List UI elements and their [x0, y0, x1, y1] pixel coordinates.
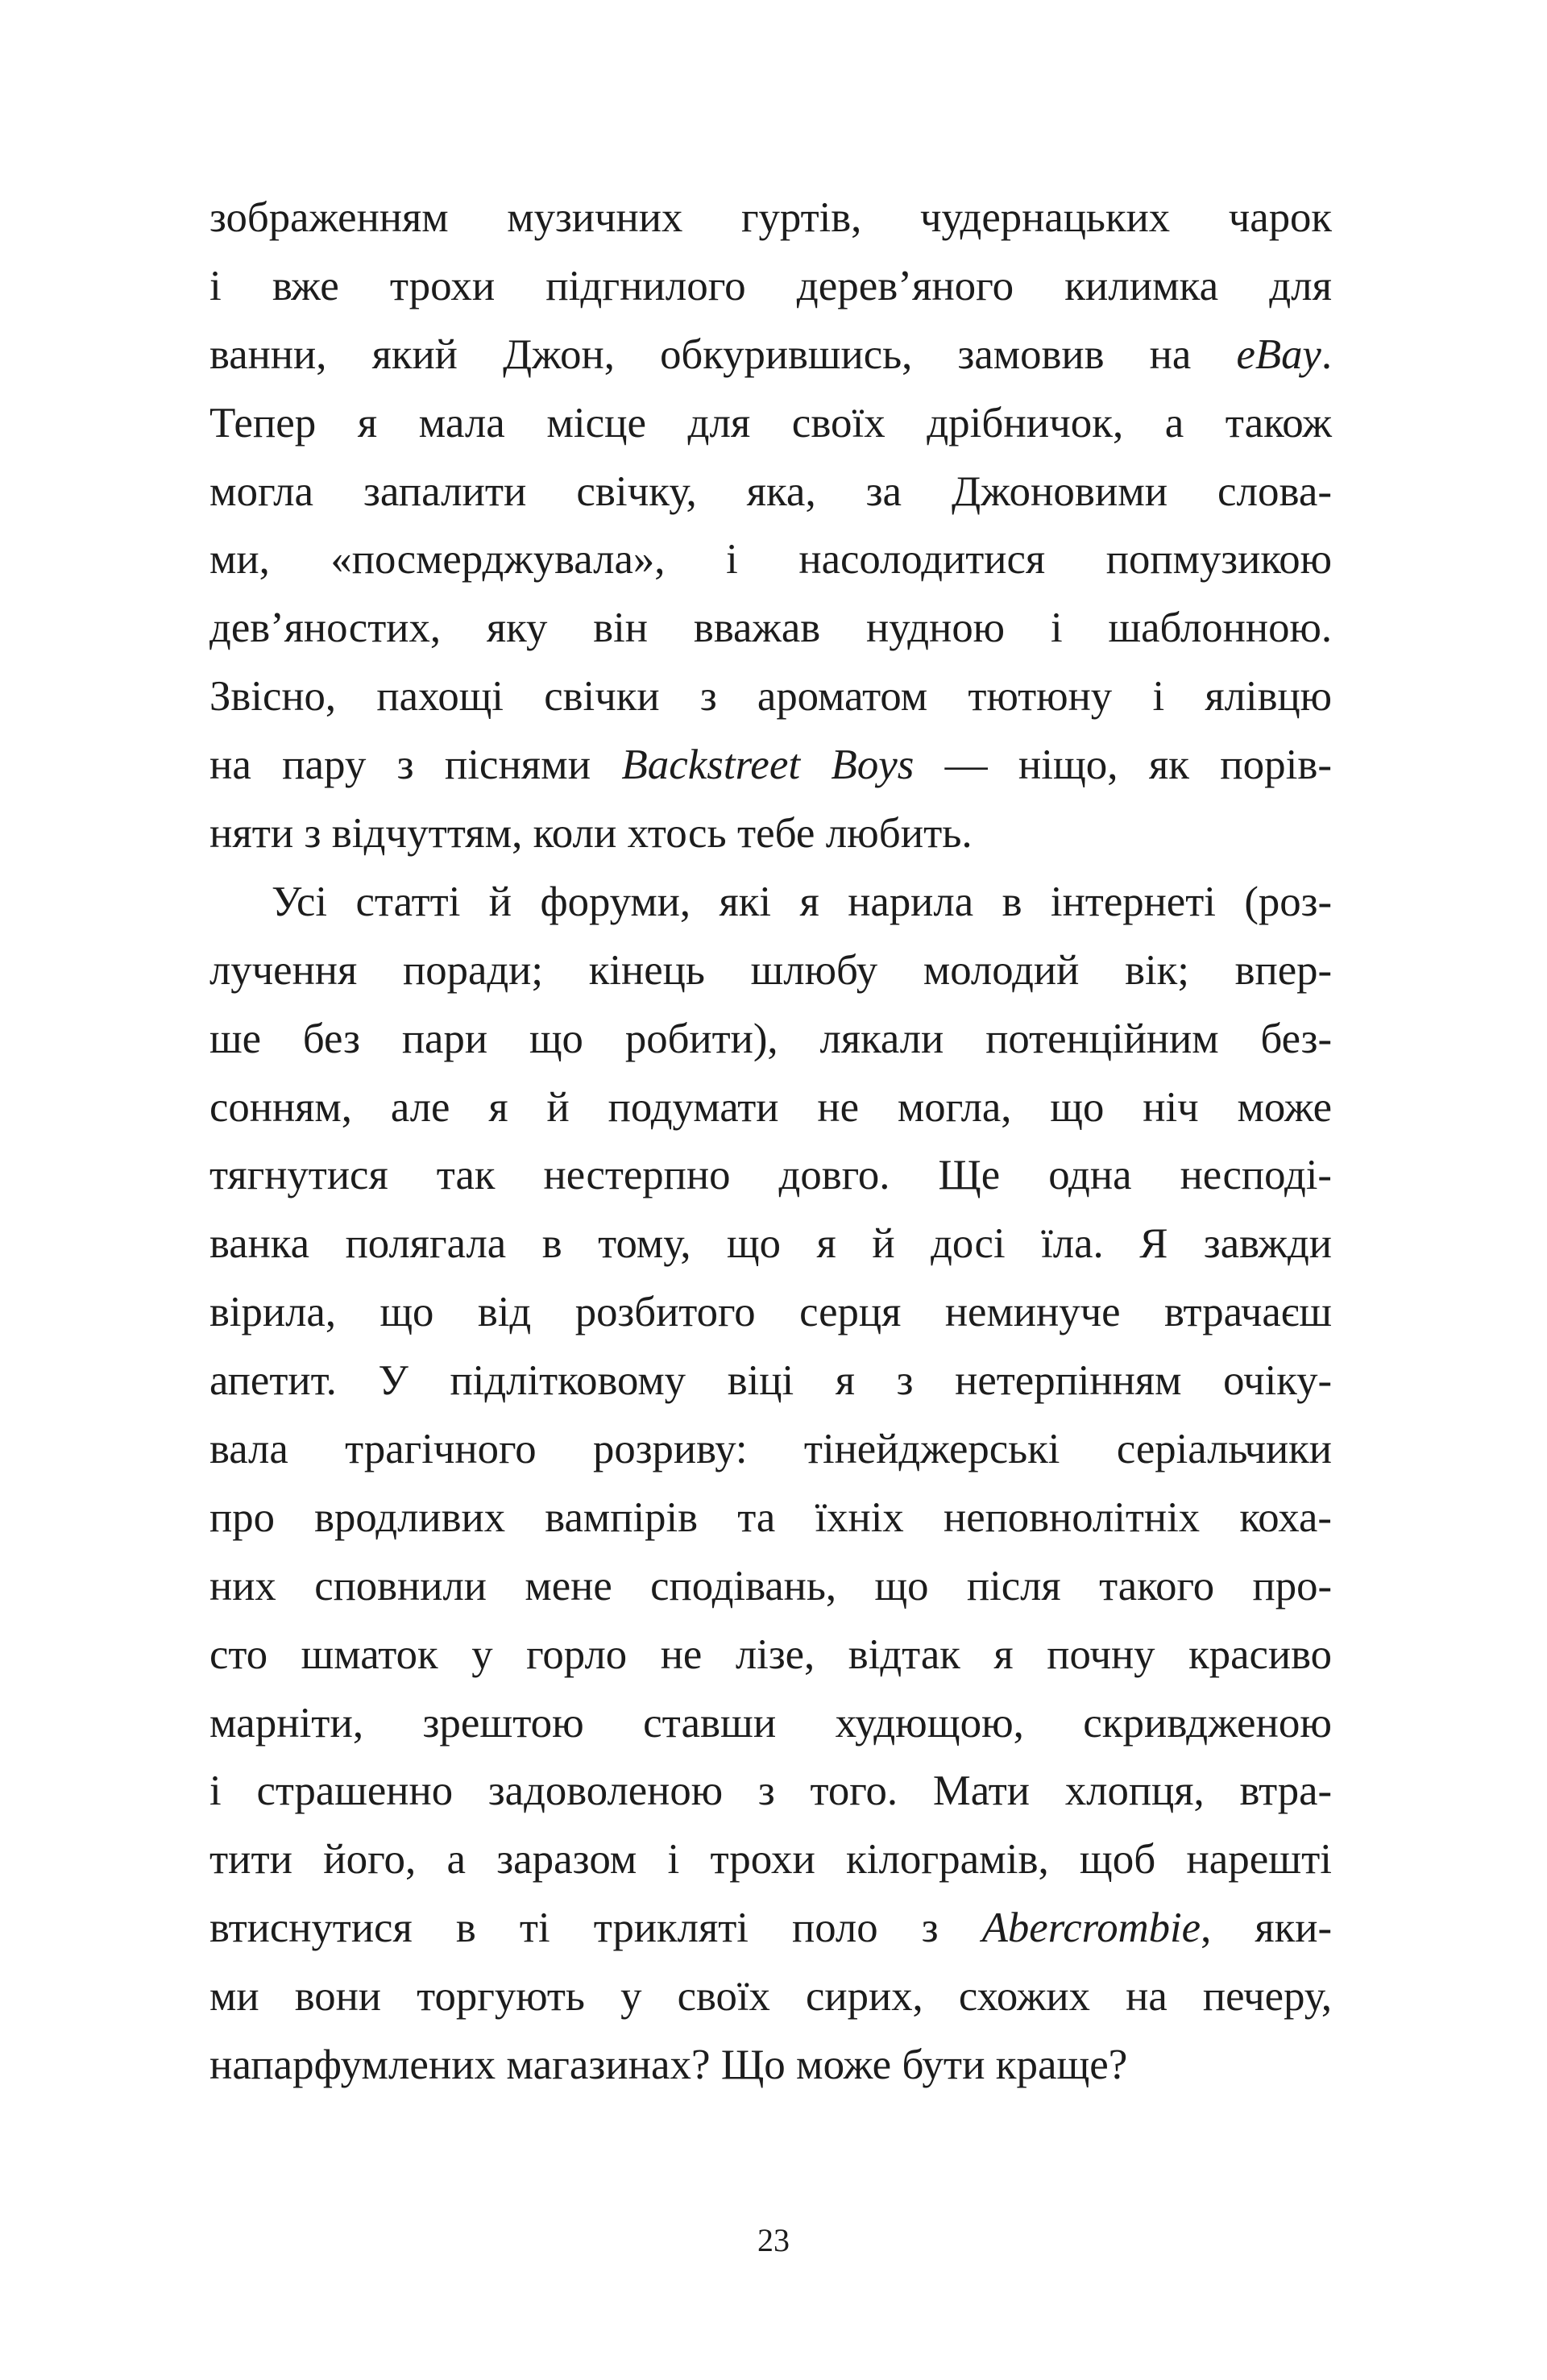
word: .: [1321, 330, 1333, 378]
word: про-: [1252, 1562, 1333, 1610]
text-line: [209, 1552, 1332, 1621]
word: задоволеною: [487, 1767, 724, 1815]
word: горло: [526, 1630, 628, 1678]
text-line: [209, 1894, 1332, 1963]
text-line: [209, 1278, 1332, 1347]
word: дев’яностих,: [209, 604, 441, 652]
text-line: [209, 1005, 1332, 1074]
word: зрештою: [422, 1699, 584, 1747]
word: своїх: [677, 1973, 770, 2021]
word: форуми,: [540, 878, 691, 925]
word: завжди: [1203, 1220, 1332, 1268]
word: я: [357, 399, 378, 447]
word: потенційним: [985, 1015, 1219, 1062]
word: подумати: [608, 1083, 779, 1131]
word: Джоновими: [952, 467, 1168, 515]
word: Усі: [272, 878, 328, 925]
word: після: [966, 1562, 1061, 1610]
word: шлюбу: [750, 946, 878, 994]
word: в: [455, 1904, 476, 1952]
word: робити),: [624, 1015, 778, 1062]
word: сповнили: [314, 1562, 487, 1610]
word: яку: [486, 604, 548, 652]
text-line: [209, 525, 1332, 594]
word: коха-: [1239, 1493, 1332, 1541]
text-line: [209, 1757, 1332, 1825]
word: лякали: [819, 1015, 944, 1062]
italic-word: Boys: [831, 741, 915, 789]
word: вік;: [1125, 946, 1189, 994]
word: і: [726, 536, 738, 584]
word: інтернеті: [1050, 878, 1216, 925]
word: з: [396, 741, 414, 789]
text-line: [209, 321, 1332, 389]
word: насолодитися: [798, 536, 1046, 584]
word: ставши: [643, 1699, 777, 1747]
word: скривдженою: [1083, 1699, 1332, 1747]
text-line: [209, 1347, 1332, 1415]
word: серця: [799, 1289, 902, 1336]
word: слова-: [1217, 467, 1332, 515]
word: й: [872, 1220, 895, 1268]
text-line: [209, 1689, 1332, 1758]
word: свічки: [544, 673, 660, 721]
word: ванка: [209, 1220, 310, 1268]
word: ароматом: [757, 673, 928, 721]
word: але: [390, 1083, 450, 1131]
word: обкурившись,: [660, 330, 913, 378]
word: я: [835, 1357, 856, 1405]
word: сирих,: [806, 1973, 923, 2021]
word: одна: [1048, 1152, 1132, 1199]
word: так: [436, 1152, 496, 1199]
word: страшенно: [256, 1767, 454, 1815]
word: ніщо,: [1018, 741, 1118, 789]
word: підгнилого: [545, 262, 746, 309]
word: вони: [294, 1973, 382, 2021]
word: зображенням: [209, 194, 449, 241]
word: для: [687, 399, 751, 447]
word: і: [1050, 604, 1063, 652]
word: магазинах?: [506, 2041, 711, 2089]
text-line: [209, 594, 1332, 662]
word: також: [1225, 399, 1332, 447]
word: мала: [418, 399, 505, 447]
word: поради;: [403, 946, 544, 994]
word: чарок: [1228, 194, 1333, 241]
text-line: [209, 1141, 1332, 1210]
word: пару: [282, 741, 367, 789]
word: тінейджерські: [803, 1426, 1060, 1473]
word: в: [1002, 878, 1022, 925]
italic-word: Backstreet: [621, 741, 801, 789]
word: У: [378, 1357, 409, 1405]
word: з: [699, 673, 717, 721]
word: —: [944, 741, 988, 789]
word: пари: [401, 1015, 488, 1062]
word: втрачаєш: [1163, 1289, 1332, 1336]
text-line: [209, 252, 1332, 321]
word: а: [1164, 399, 1184, 447]
word: Джон,: [503, 330, 615, 378]
word: почну: [1047, 1630, 1155, 1678]
word: попмузикою: [1105, 536, 1333, 584]
word: нудною: [866, 604, 1006, 652]
word: Мати: [932, 1767, 1031, 1815]
word: хтось: [627, 810, 727, 858]
word: неповнолітніх: [943, 1493, 1201, 1541]
word: тити: [209, 1836, 293, 1884]
word: піснями: [444, 741, 591, 789]
word: і: [667, 1836, 680, 1884]
word: я: [488, 1083, 508, 1131]
word: може: [1237, 1083, 1333, 1131]
word: їла.: [1041, 1220, 1104, 1268]
word: сонням,: [209, 1083, 352, 1131]
text-line: [209, 937, 1332, 1005]
word: нестерпно: [543, 1152, 731, 1199]
word: торгують: [417, 1973, 585, 2021]
word: і: [209, 1767, 222, 1815]
word: в: [541, 1220, 562, 1268]
word: коли: [533, 810, 617, 858]
word: такого: [1099, 1562, 1215, 1610]
word: ми: [209, 1973, 259, 2021]
paragraph: [209, 868, 1332, 2100]
word: на: [1149, 330, 1192, 378]
body-text: [209, 184, 1332, 2100]
word: очіку-: [1223, 1357, 1333, 1405]
word: порів-: [1220, 741, 1332, 789]
word: відчуттям,: [331, 810, 523, 858]
word: трикляті: [593, 1904, 749, 1952]
italic-word: Abercrombie: [981, 1904, 1201, 1952]
word: я: [816, 1220, 836, 1268]
word: килимка: [1064, 262, 1219, 309]
word: його,: [323, 1836, 417, 1884]
word: щоб: [1079, 1836, 1156, 1884]
word: втра-: [1239, 1767, 1333, 1815]
word: кінець: [588, 946, 705, 994]
word: несподі-: [1180, 1152, 1332, 1199]
word: ванни,: [209, 330, 327, 378]
word: того.: [810, 1767, 898, 1815]
word: що: [529, 1015, 583, 1062]
word: схожих: [958, 1973, 1090, 2021]
text-line: [209, 1210, 1332, 1278]
text-line: [209, 800, 1332, 868]
word: нарила: [848, 878, 974, 925]
word: Я: [1139, 1220, 1168, 1268]
text-line: [209, 731, 1332, 800]
word: музичних: [507, 194, 683, 241]
word: (роз-: [1244, 878, 1332, 925]
word: «посмерджувала»,: [330, 536, 666, 584]
word: не: [817, 1083, 860, 1131]
word: він: [593, 604, 649, 652]
word: втиснутися: [209, 1904, 413, 1952]
word: на: [209, 741, 251, 789]
word: від: [477, 1289, 532, 1336]
word: тютюну: [968, 673, 1113, 721]
word: та: [737, 1493, 776, 1541]
word: трохи: [710, 1836, 815, 1884]
word: запалити: [363, 467, 527, 515]
word: дрібничок,: [927, 399, 1124, 447]
word: печеру,: [1202, 1973, 1332, 2021]
word: лізе,: [735, 1630, 815, 1678]
word: ніч: [1143, 1083, 1199, 1131]
word: вже: [272, 262, 339, 309]
word: них: [209, 1562, 276, 1610]
word: лучення: [209, 946, 358, 994]
word: шаблонною.: [1108, 604, 1333, 652]
text-line: [209, 2031, 1332, 2100]
word: бути: [902, 2041, 985, 2089]
word: не: [660, 1630, 703, 1678]
word: у: [620, 1973, 642, 2021]
italic-word: eBay: [1236, 330, 1321, 378]
word: їхніх: [815, 1493, 904, 1541]
word: тому,: [598, 1220, 691, 1268]
word: любить.: [825, 810, 973, 858]
page-number: 23: [757, 2222, 790, 2258]
word: апетит.: [209, 1357, 337, 1405]
word: підлітковому: [450, 1357, 686, 1405]
word: ті: [519, 1904, 550, 1952]
word: чудернацьких: [919, 194, 1171, 241]
word: і: [209, 262, 222, 309]
text-line: [209, 1415, 1332, 1484]
paragraph: [209, 184, 1332, 868]
word: сподівань,: [650, 1562, 837, 1610]
word: для: [1269, 262, 1332, 309]
word: розриву:: [593, 1426, 748, 1473]
word: з: [896, 1357, 914, 1405]
word: Що: [720, 2041, 786, 2089]
word: віці: [727, 1357, 794, 1405]
word: полягала: [345, 1220, 507, 1268]
word: неминуче: [944, 1289, 1121, 1336]
word: нетерпінням: [955, 1357, 1182, 1405]
word: шматок: [301, 1630, 438, 1678]
word: я: [799, 878, 819, 925]
word: я: [993, 1630, 1014, 1678]
word: з: [757, 1767, 775, 1815]
word: й: [488, 878, 512, 925]
word: вважав: [693, 604, 821, 652]
word: досі: [931, 1220, 1006, 1268]
word: трагічного: [345, 1426, 537, 1473]
word: замовив: [957, 330, 1105, 378]
word: і: [1152, 673, 1165, 721]
word: які: [719, 878, 772, 925]
word: молодий: [923, 946, 1080, 994]
word: заразом: [496, 1836, 637, 1884]
word: а: [446, 1836, 467, 1884]
word: Ще: [938, 1152, 1001, 1199]
text-line: [209, 1963, 1332, 2031]
word: серіальчики: [1116, 1426, 1333, 1473]
word: вродливих: [314, 1493, 506, 1541]
word: статті: [355, 878, 461, 925]
word: про: [209, 1493, 275, 1541]
word: красиво: [1188, 1630, 1332, 1678]
word: свічку,: [576, 467, 697, 515]
word: за: [865, 467, 902, 515]
word: хлопця,: [1064, 1767, 1205, 1815]
text-line: [209, 389, 1332, 458]
word: мене: [525, 1562, 612, 1610]
word: ше: [209, 1015, 261, 1062]
word: відтак: [848, 1630, 960, 1678]
word: могла: [209, 467, 314, 515]
word: сто: [209, 1630, 268, 1678]
text-line: [209, 184, 1332, 252]
word: ми,: [209, 536, 270, 584]
word: у: [471, 1630, 493, 1678]
word: поло: [792, 1904, 878, 1952]
word: няти: [209, 810, 294, 858]
word: з: [921, 1904, 939, 1952]
text-line: [209, 1825, 1332, 1894]
word: без-: [1260, 1015, 1333, 1062]
word: й: [546, 1083, 570, 1131]
word: вала: [209, 1426, 288, 1473]
word: місце: [546, 399, 646, 447]
word: тебе: [736, 810, 815, 858]
word: що: [379, 1289, 434, 1336]
word: який: [371, 330, 458, 378]
word: вірила,: [209, 1289, 336, 1336]
word: ,: [1201, 1904, 1212, 1952]
word: марніти,: [209, 1699, 364, 1747]
word: що: [727, 1220, 781, 1268]
word: як: [1148, 741, 1189, 789]
word: розбитого: [574, 1289, 756, 1336]
word: дерев’яного: [796, 262, 1014, 309]
word: гуртів,: [740, 194, 862, 241]
word: яки-: [1255, 1904, 1333, 1952]
text-line: [209, 1484, 1332, 1552]
word: Тепер: [209, 399, 317, 447]
word: пахощі: [376, 673, 504, 721]
word: що: [874, 1562, 929, 1610]
word: худющою,: [835, 1699, 1024, 1747]
word: могла,: [897, 1083, 1012, 1131]
word: з: [304, 810, 321, 858]
word: яка,: [746, 467, 816, 515]
word: краще?: [995, 2041, 1128, 2089]
word: нарешті: [1186, 1836, 1332, 1884]
word: тягнутися: [209, 1152, 388, 1199]
word: на: [1126, 1973, 1168, 2021]
word: довго.: [778, 1152, 890, 1199]
text-line: [209, 458, 1332, 526]
word: ялівцю: [1205, 673, 1333, 721]
word: трохи: [389, 262, 496, 309]
word: вампірів: [545, 1493, 698, 1541]
text-line: [209, 662, 1332, 731]
word: кілограмів,: [846, 1836, 1049, 1884]
word: що: [1050, 1083, 1105, 1131]
word: може: [796, 2041, 892, 2089]
word: своїх: [791, 399, 885, 447]
text-line: [209, 1621, 1332, 1689]
text-line: [209, 1074, 1332, 1142]
word: без: [302, 1015, 360, 1062]
word: Звісно,: [209, 673, 337, 721]
word: напарфумлених: [209, 2041, 496, 2089]
text-line: [209, 868, 1332, 937]
word: впер-: [1234, 946, 1333, 994]
